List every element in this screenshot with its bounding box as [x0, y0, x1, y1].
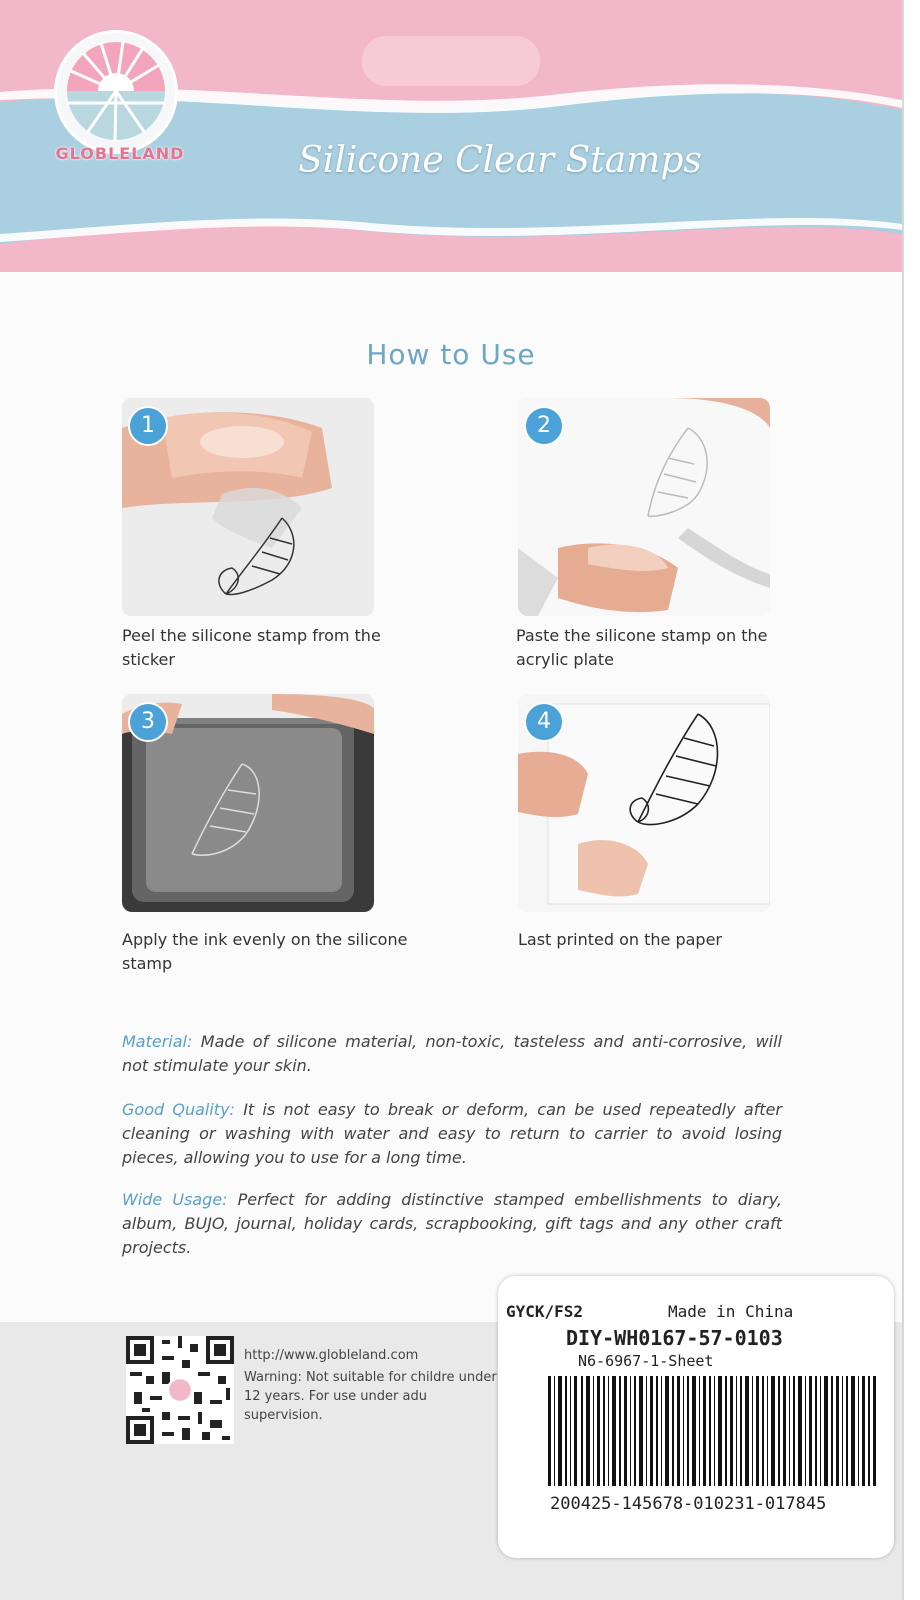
barcode-graphic [548, 1376, 878, 1486]
header [0, 0, 902, 272]
step-2-photo [518, 398, 770, 616]
sticker-variant: N6-6967-1-Sheet [578, 1352, 714, 1370]
step-3-number: 3 [128, 702, 168, 742]
step-4-photo [518, 694, 770, 912]
step-2-number: 2 [524, 406, 564, 446]
barcode-number: 200425-145678-010231-017845 [550, 1494, 827, 1514]
hang-tab [362, 36, 540, 86]
step-1-caption: Peel the silicone stamp from the sticker [122, 626, 381, 669]
barcode-sticker [498, 1276, 894, 1558]
step-2-caption: Paste the silicone stamp on the acrylic plate [516, 626, 768, 669]
usage-text: Perfect for adding distinctive stamped embellishments to diary, album, BUJO, journal, holiday cards, scrapbooking, gift tags and any other craft projects. [122, 1190, 783, 1257]
quality-text: It is not easy to break or deform, can be used repeatedly after cleaning or washing with water and easy to return to carrier to avoid losing pieces, allowing you to use for a long time. [122, 1100, 782, 1167]
product-title: Silicone Clear Stamps [298, 140, 702, 181]
step-3-photo [122, 694, 374, 912]
warning-text: Warning: Not suitable for childre under 12 years. For use under adu supervision. [244, 1370, 497, 1423]
how-to-heading: How to Use [366, 338, 536, 371]
quality-paragraph [122, 1098, 782, 1170]
usage-key: Wide Usage: [122, 1190, 228, 1209]
sticker-origin: Made in China [668, 1302, 794, 1321]
step-4-caption: Last printed on the paper [518, 930, 722, 949]
globleland-logo [54, 30, 178, 154]
quality-key: Good Quality: [122, 1100, 235, 1119]
step-1-photo [122, 398, 374, 616]
step-1-number: 1 [128, 406, 168, 446]
sticker-code: GYCK/FS2 [506, 1302, 584, 1321]
sticker-sku: DIY-WH0167-57-0103 [566, 1326, 783, 1350]
qr-code [126, 1336, 234, 1444]
step-4-number: 4 [524, 702, 564, 742]
material-paragraph [122, 1030, 782, 1078]
usage-paragraph [122, 1188, 782, 1260]
brand-name: GLOBLELAND [55, 144, 185, 163]
step-3-caption: Apply the ink evenly on the silicone stamp [122, 930, 408, 973]
material-key: Material: [122, 1032, 193, 1051]
material-text: Made of silicone material, non-toxic, tasteless and anti-corrosive, will not stimulate your skin. [122, 1032, 782, 1075]
website-url: http://www.globleland.com [244, 1348, 419, 1363]
